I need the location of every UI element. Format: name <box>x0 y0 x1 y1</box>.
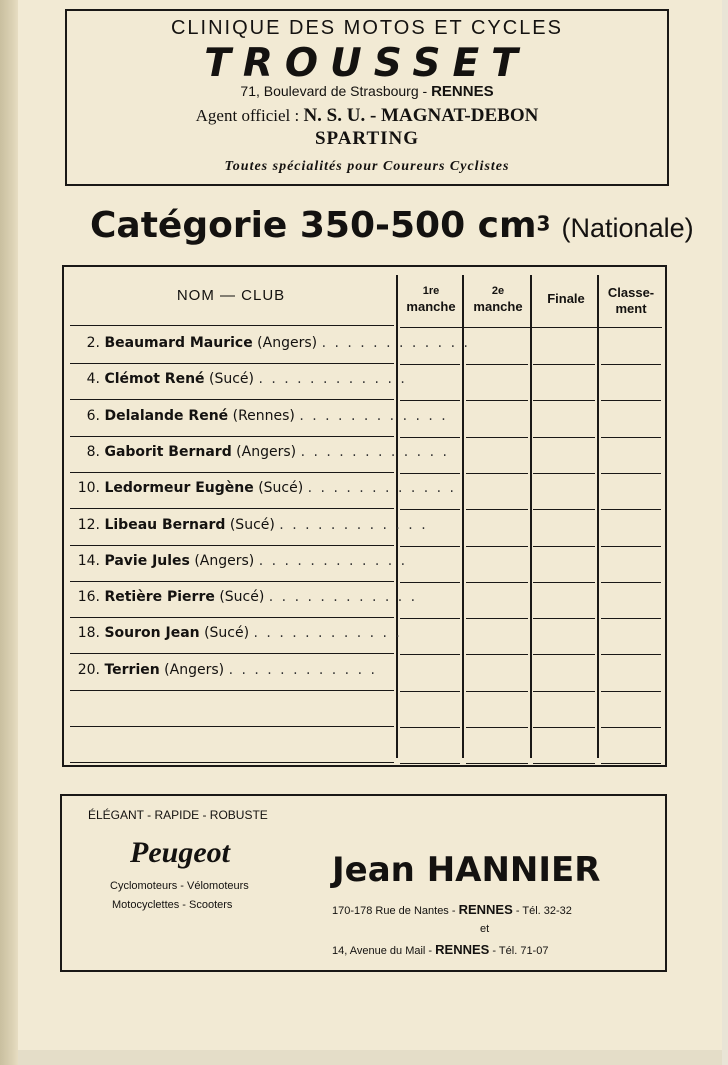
category-title <box>90 205 694 246</box>
row-line-name <box>70 726 394 727</box>
rider-name: Souron Jean <box>104 625 200 642</box>
ad-address-2-tel: - Tél. 71-07 <box>492 945 549 957</box>
ad-brand-peugeot: Peugeot <box>130 836 230 869</box>
row-number: 10. <box>77 480 100 497</box>
rider-club: (Sucé) <box>208 371 254 388</box>
rider-club: (Sucé) <box>204 625 250 642</box>
row-number: 6. <box>86 407 100 424</box>
leader-dots: . . . . . . . . . . . . <box>258 552 408 569</box>
leader-dots: . . . . . . . . . . . . <box>300 443 449 460</box>
row-line-cell <box>400 400 460 401</box>
row-line-cell <box>601 727 661 728</box>
header-underline-cols <box>400 327 662 328</box>
row-line-cell <box>533 437 595 438</box>
leader-dots: . . . . . . . . . . . . <box>279 516 428 533</box>
rider-name: Beaumard Maurice <box>104 335 253 351</box>
row-line-cell <box>601 582 661 583</box>
leader-dots: . . . . . . . . . . . . <box>253 625 402 642</box>
row-line-cell <box>533 473 595 474</box>
row-line-cell <box>400 691 460 692</box>
row-line-name <box>70 472 394 473</box>
row-line-name <box>70 617 394 618</box>
ad-address-2-street: 14, Avenue du Mail - <box>332 945 433 957</box>
row-line-name <box>70 436 394 437</box>
header-manche-2-ordinal: 2e <box>491 285 505 297</box>
rider-club: (Angers) <box>257 335 318 351</box>
ad-products-line1: Cyclomoteurs - Vélomoteurs <box>110 880 249 892</box>
row-line-cell <box>466 509 528 510</box>
row-line-cell <box>466 400 528 401</box>
rider-name: Ledormeur Eugène <box>104 480 254 497</box>
ad-address-1 <box>332 902 572 917</box>
ad-address-city: RENNES <box>431 83 494 100</box>
row-line-cell <box>400 618 460 619</box>
ad-agent-label: Agent officiel : <box>195 106 300 125</box>
row-line-name <box>70 653 394 654</box>
row-line-cell <box>466 364 528 365</box>
ad-address-and: et <box>480 923 490 935</box>
bottom-advertisement <box>60 794 667 972</box>
leader-dots: . . . . . . . . . . . . <box>258 371 407 388</box>
row-line-cell <box>466 473 528 474</box>
row-line-cell <box>466 582 528 583</box>
row-line-cell <box>400 763 460 764</box>
row-line-cell <box>601 618 661 619</box>
row-line-cell <box>400 437 460 438</box>
top-advertisement <box>65 9 669 186</box>
row-line-cell <box>466 546 528 547</box>
row-line-cell <box>400 654 460 655</box>
row-line-name <box>70 762 394 763</box>
row-line-cell <box>466 691 528 692</box>
rider-club: (Angers) <box>194 552 255 569</box>
row-line-cell <box>601 509 661 510</box>
row-number: 14. <box>77 552 100 569</box>
row-line-cell <box>400 364 460 365</box>
ad-address-1-street: 170-178 Rue de Nantes - <box>332 905 456 917</box>
row-line-cell <box>533 691 595 692</box>
row-line-name <box>70 545 394 546</box>
category-title-superscript: 3 <box>536 211 551 236</box>
ad-company-name: TROUSSET <box>204 41 530 86</box>
row-line-cell <box>533 618 595 619</box>
row-line-cell <box>400 582 460 583</box>
row-line-cell <box>533 546 595 547</box>
ad-clinic-line: CLINIQUE DES MOTOS ET CYCLES <box>170 17 563 39</box>
header-classement-line1: Classe- <box>607 285 655 300</box>
row-line-cell <box>601 400 661 401</box>
row-line-cell <box>466 763 528 764</box>
row-line-cell <box>533 763 595 764</box>
ad-address-2-city: RENNES <box>435 942 490 957</box>
ad-address-1-tel: - Tél. 32-32 <box>515 905 572 917</box>
col-divider-3 <box>530 275 532 758</box>
header-manche-1 <box>400 283 462 315</box>
row-line-cell <box>400 727 460 728</box>
leader-dots: . . . . . . . . . . . . <box>268 589 418 606</box>
row-number: 20. <box>77 661 100 678</box>
rider-name: Clémot René <box>104 371 205 388</box>
rider-name: Libeau Bernard <box>104 516 226 533</box>
row-line-name <box>70 399 394 400</box>
category-title-main: Catégorie 350-500 cm <box>90 205 537 246</box>
leader-dots: . . . . . . . . . . . . <box>228 661 377 678</box>
rider-club: (Sucé) <box>219 589 265 606</box>
row-line-cell <box>533 400 595 401</box>
row-line-cell <box>533 654 595 655</box>
row-line-name <box>70 581 394 582</box>
rider-club: (Sucé) <box>258 480 304 497</box>
row-number: 12. <box>77 516 100 533</box>
row-line-cell <box>533 364 595 365</box>
row-number: 4. <box>86 371 100 388</box>
header-finale: Finale <box>547 291 585 306</box>
row-line-cell <box>400 546 460 547</box>
row-number: 18. <box>77 625 100 642</box>
rider-club: (Rennes) <box>232 407 295 424</box>
header-manche-1-ordinal: 1re <box>422 285 440 297</box>
ad-address <box>67 83 667 100</box>
ad-speciality: Toutes spécialités pour Coureurs Cyclistes <box>224 159 510 174</box>
ad-dealer-name: Jean HANNIER <box>332 850 601 890</box>
row-line-cell <box>601 364 661 365</box>
rider-club: (Angers) <box>236 443 297 460</box>
leader-dots: . . . . . . . . . . . . <box>321 335 470 351</box>
rider-club: (Angers) <box>164 661 225 678</box>
row-line-cell <box>400 509 460 510</box>
header-classement <box>600 285 662 317</box>
row-number: 2. <box>86 335 100 351</box>
header-name-club: NOM — CLUB <box>176 287 286 304</box>
row-line-cell <box>400 473 460 474</box>
row-line-cell <box>601 691 661 692</box>
row-line-cell <box>601 437 661 438</box>
rider-name: Retière Pierre <box>104 589 215 606</box>
row-line-cell <box>601 546 661 547</box>
ad-agent-brands: N. S. U. - MAGNAT-DEBON <box>303 105 539 126</box>
leader-dots: . . . . . . . . . . . . <box>307 480 457 497</box>
row-line-cell <box>601 473 661 474</box>
row-line-cell <box>466 618 528 619</box>
row-line-cell <box>466 654 528 655</box>
row-line-cell <box>466 437 528 438</box>
row-line-cell <box>601 763 661 764</box>
row-line-cell <box>466 727 528 728</box>
col-divider-4 <box>597 275 599 758</box>
row-line-name <box>70 363 394 364</box>
rider-name: Gaborit Bernard <box>104 443 232 460</box>
row-number: 8. <box>86 443 100 460</box>
ad-brand-sparting: SPARTING <box>314 128 420 149</box>
ad-agent-line <box>67 105 667 127</box>
page-bottom-edge <box>18 1050 722 1065</box>
row-line-cell <box>533 509 595 510</box>
rider-club: (Sucé) <box>229 516 275 533</box>
ad-products-line2: Motocyclettes - Scooters <box>112 899 233 911</box>
row-line-cell <box>533 582 595 583</box>
row-number: 16. <box>77 589 100 606</box>
header-manche-2 <box>465 283 531 315</box>
row-line-cell <box>601 654 661 655</box>
row-line-name <box>70 508 394 509</box>
ad-address-2 <box>332 942 548 957</box>
rider-name: Terrien <box>104 661 160 678</box>
leader-dots: . . . . . . . . . . . . <box>299 407 448 424</box>
row-line-name <box>70 690 394 691</box>
category-subtitle: (Nationale) <box>561 213 694 243</box>
ad-slogan: ÉLÉGANT - RAPIDE - ROBUSTE <box>88 808 268 822</box>
header-manche-2-label: manche <box>473 299 523 314</box>
header-underline-name <box>70 325 394 326</box>
ad-address-street: 71, Boulevard de Strasbourg - <box>240 83 428 99</box>
rider-name: Pavie Jules <box>104 552 190 569</box>
header-classement-line2: ment <box>615 301 647 316</box>
rider-name: Delalande René <box>104 407 229 424</box>
ad-address-1-city: RENNES <box>458 902 513 917</box>
header-manche-1-label: manche <box>406 299 456 314</box>
row-line-cell <box>533 727 595 728</box>
